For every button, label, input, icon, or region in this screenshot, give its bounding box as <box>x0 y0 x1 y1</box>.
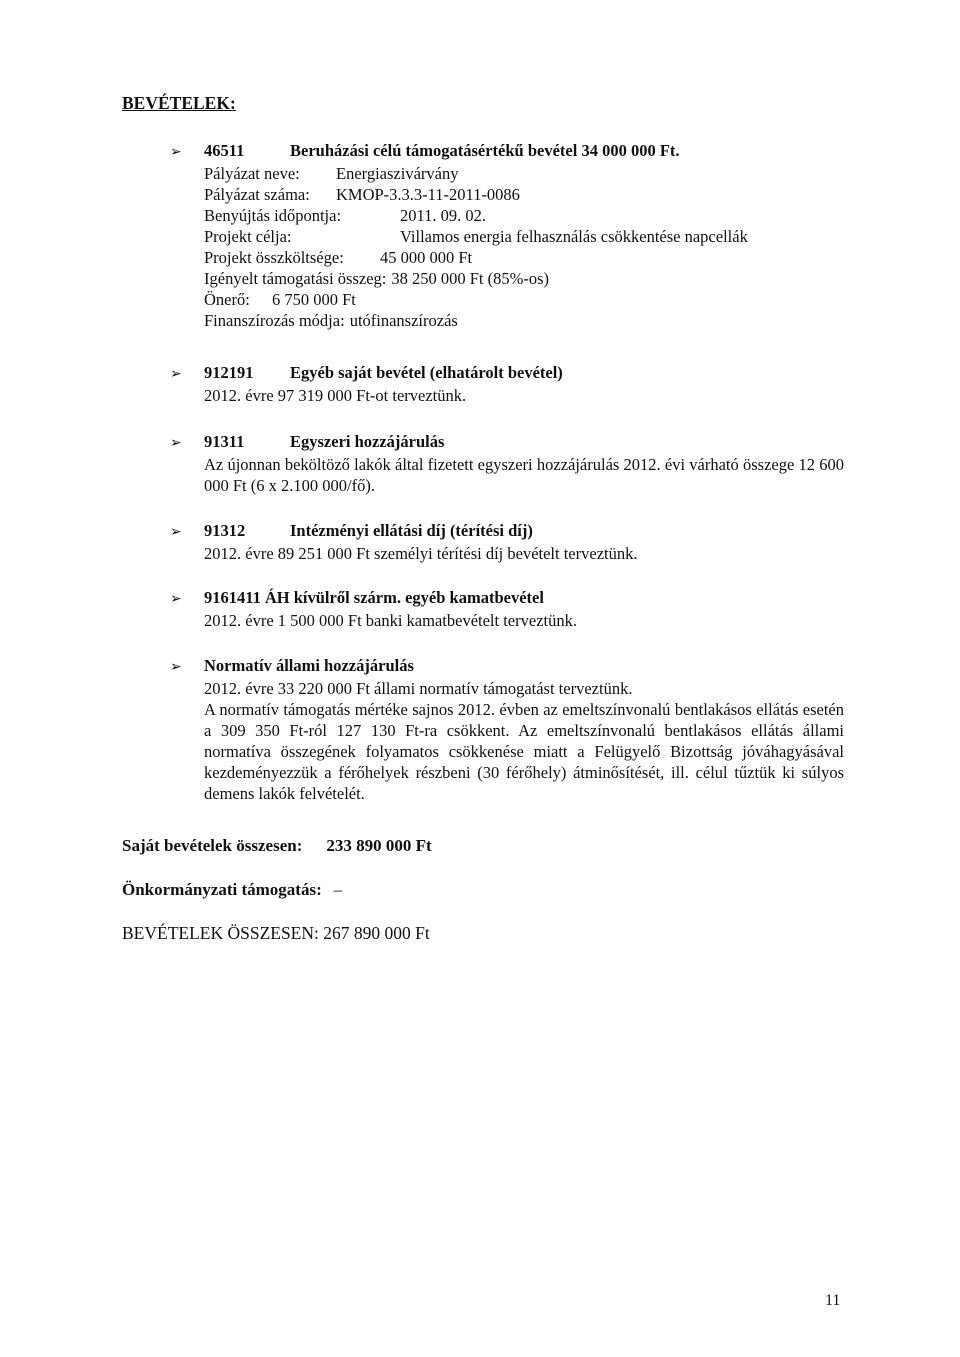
section-title: Egyéb saját bevétel (elhatárolt bevétel) <box>290 363 563 382</box>
arrow-bullet-icon: ➢ <box>170 145 182 160</box>
municipal-support <box>122 879 342 900</box>
section-code: 91312 <box>204 521 246 540</box>
own-revenue-value: 233 890 000 Ft <box>326 836 432 855</box>
grand-total: BEVÉTELEK ÖSSZESEN: 267 890 000 Ft <box>122 923 430 943</box>
own-revenue-total <box>122 835 432 856</box>
section-title: Intézményi ellátási díj (térítési díj) <box>290 521 533 540</box>
section-9161411 <box>170 587 577 631</box>
section-title: Normatív állami hozzájárulás <box>204 656 414 675</box>
municipal-support-value: – <box>333 880 343 899</box>
section-text: 2012. évre 89 251 000 Ft személyi térítési díj bevételt terveztünk. <box>204 544 638 563</box>
detail-row: Önerő: 6 750 000 Ft <box>204 290 356 309</box>
section-normative <box>170 655 844 804</box>
page-number: 11 <box>825 1292 841 1309</box>
arrow-bullet-icon: ➢ <box>170 436 182 451</box>
section-code: 912191 <box>204 363 254 382</box>
section-title: Beruházási célú támogatásértékű bevétel 34 000 000 Ft. <box>290 141 680 160</box>
detail-row: Benyújtás időpontja: 2011. 09. 02. <box>204 206 487 225</box>
section-title: ÁH kívülről szárm. egyéb kamatbevétel <box>264 588 544 607</box>
detail-row: Igényelt támogatási összeg: 38 250 000 Ft (85%-os) <box>204 269 550 288</box>
detail-row: Finanszírozás módja: utófinanszírozás <box>204 311 458 330</box>
arrow-bullet-icon: ➢ <box>170 367 182 382</box>
section-46511 <box>170 140 748 331</box>
section-text: 2012. évre 1 500 000 Ft banki kamatbevételt terveztünk. <box>204 611 577 630</box>
section-paragraph: A normatív támogatás mértéke sajnos 2012. évben az emeltszínvonalú bentlakásos ellátás esetén a 309 350 Ft-ról 127 130 Ft-ra csökkent. Az emeltszínvonalú bentlakásos ellátás állami normatíva összegének folyamatos csökkenése miatt a Felügyelő Bizottság jóváhagyásával kezdeményezzük a férőhelyek részbeni (30 férőhely) átminősítését, ill. célul tűztük ki súlyos demens lakók felvételét. <box>204 700 844 803</box>
section-title: Egyszeri hozzájárulás <box>290 432 445 451</box>
section-91312 <box>170 520 637 564</box>
detail-row: Pályázat neve: Energiaszivárvány <box>204 164 459 183</box>
project-details <box>204 163 748 331</box>
detail-row: Pályázat száma: KMOP-3.3.3-11-2011-0086 <box>204 185 520 204</box>
own-revenue-label: Saját bevételek összesen: <box>122 836 303 855</box>
section-text: 2012. évre 97 319 000 Ft-ot terveztünk. <box>204 386 467 405</box>
section-912191 <box>170 362 563 406</box>
section-code: 9161411 <box>204 588 261 607</box>
detail-row: Projekt célja: Villamos energia felhasználás csökkentése napcellák <box>204 227 748 246</box>
arrow-bullet-icon: ➢ <box>170 525 182 540</box>
section-code: 91311 <box>204 432 245 451</box>
section-text: 2012. évre 33 220 000 Ft állami normatív támogatást terveztünk. <box>204 679 633 698</box>
municipal-support-label: Önkormányzati támogatás: <box>122 880 322 899</box>
section-code: 46511 <box>204 141 245 160</box>
arrow-bullet-icon: ➢ <box>170 660 182 675</box>
page-heading: BEVÉTELEK: <box>122 93 236 113</box>
section-91311 <box>170 431 844 496</box>
detail-row: Projekt összköltsége: 45 000 000 Ft <box>204 248 473 267</box>
section-text: Az újonnan beköltöző lakók által fizetett egyszeri hozzájárulás 2012. évi várható összege 12 600 000 Ft (6 x 2.100 000/fő). <box>204 455 844 495</box>
arrow-bullet-icon: ➢ <box>170 592 182 607</box>
